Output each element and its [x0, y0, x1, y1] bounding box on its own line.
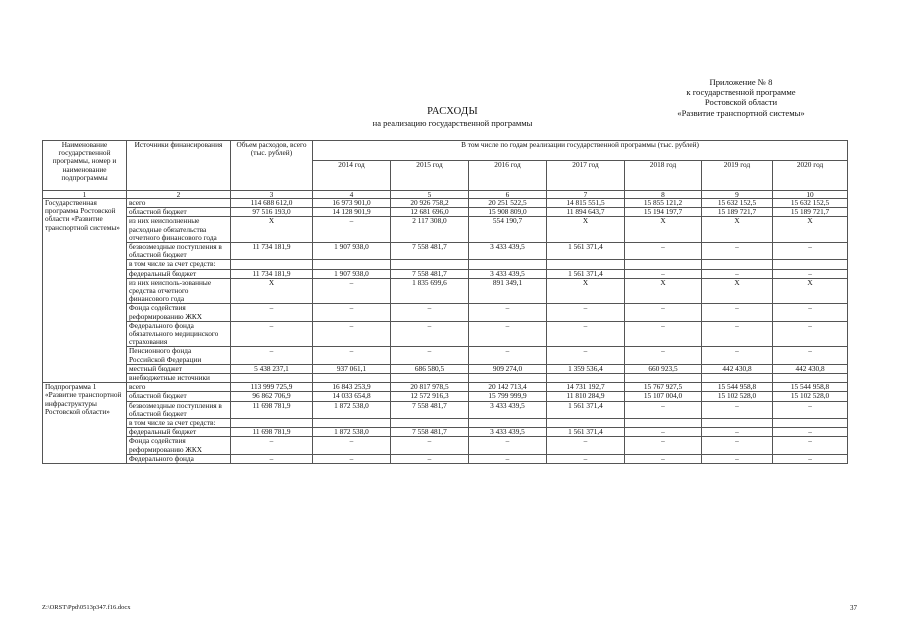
- column-index: 10: [773, 191, 848, 199]
- year-amount-cell: –: [391, 454, 469, 463]
- year-amount-cell: [391, 419, 469, 428]
- funding-source-cell: безвозмездные поступления в областной бюджет: [127, 401, 231, 418]
- total-amount-cell: 114 688 612,0: [231, 199, 313, 208]
- year-amount-cell: [547, 374, 625, 383]
- year-amount-cell: 15 102 528,0: [773, 392, 848, 401]
- year-amount-cell: 20 817 978,5: [391, 383, 469, 392]
- year-amount-cell: 12 681 696,0: [391, 208, 469, 217]
- year-amount-cell: –: [773, 304, 848, 321]
- year-amount-cell: 1 872 538,0: [313, 401, 391, 418]
- year-amount-cell: –: [625, 243, 702, 260]
- year-amount-cell: –: [773, 454, 848, 463]
- year-amount-cell: 7 558 481,7: [391, 269, 469, 278]
- year-amount-cell: –: [625, 437, 702, 454]
- header-year: 2015 год: [391, 161, 469, 191]
- year-amount-cell: 1 907 938,0: [313, 269, 391, 278]
- year-amount-cell: 1 561 371,4: [547, 243, 625, 260]
- year-amount-cell: 3 433 439,5: [469, 243, 547, 260]
- year-amount-cell: 16 973 901,0: [313, 199, 391, 208]
- year-amount-cell: 20 926 758,2: [391, 199, 469, 208]
- year-amount-cell: –: [313, 304, 391, 321]
- total-amount-cell: Х: [231, 278, 313, 304]
- year-amount-cell: [469, 374, 547, 383]
- year-amount-cell: [391, 260, 469, 269]
- year-amount-cell: 15 767 927,5: [625, 383, 702, 392]
- year-amount-cell: [702, 419, 773, 428]
- funding-source-cell: областной бюджет: [127, 392, 231, 401]
- table-body: [43, 199, 848, 464]
- year-amount-cell: 3 433 439,5: [469, 269, 547, 278]
- year-amount-cell: –: [773, 321, 848, 347]
- year-amount-cell: 14 731 192,7: [547, 383, 625, 392]
- total-amount-cell: –: [231, 437, 313, 454]
- column-index: 9: [702, 191, 773, 199]
- year-amount-cell: 15 632 152,5: [773, 199, 848, 208]
- year-amount-cell: 442 430,8: [773, 364, 848, 373]
- appendix-line-2: к государственной программе: [686, 87, 796, 98]
- year-amount-cell: –: [313, 347, 391, 364]
- year-amount-cell: 15 189 721,7: [702, 208, 773, 217]
- funding-source-cell: внебюджетные источники: [127, 374, 231, 383]
- year-amount-cell: –: [313, 278, 391, 304]
- table-row: [43, 392, 848, 401]
- year-amount-cell: 11 810 284,9: [547, 392, 625, 401]
- column-index: 3: [231, 191, 313, 199]
- year-amount-cell: –: [702, 454, 773, 463]
- funding-source-cell: из них неисполь-зованные средства отчетного финансового года: [127, 278, 231, 304]
- year-amount-cell: –: [773, 347, 848, 364]
- funding-source-cell: в том числе за счет средств:: [127, 419, 231, 428]
- year-amount-cell: –: [469, 304, 547, 321]
- total-amount-cell: Х: [231, 217, 313, 243]
- year-amount-cell: –: [702, 401, 773, 418]
- program-name-cell: Государственная программа Ростовской области «Развитие транспортной системы»: [43, 199, 127, 383]
- year-amount-cell: 15 107 004,0: [625, 392, 702, 401]
- column-index: 4: [313, 191, 391, 199]
- year-amount-cell: 12 572 916,3: [391, 392, 469, 401]
- total-amount-cell: [231, 260, 313, 269]
- year-amount-cell: –: [773, 269, 848, 278]
- year-amount-cell: –: [773, 437, 848, 454]
- funding-source-cell: федеральный бюджет: [127, 269, 231, 278]
- funding-source-cell: Фонда содействия реформированию ЖКХ: [127, 437, 231, 454]
- table-row: [43, 269, 848, 278]
- year-amount-cell: 2 117 308,0: [391, 217, 469, 243]
- table-row: [43, 437, 848, 454]
- table-row: [43, 454, 848, 463]
- total-amount-cell: [231, 419, 313, 428]
- year-amount-cell: [625, 419, 702, 428]
- year-amount-cell: –: [469, 454, 547, 463]
- column-index-row: [43, 191, 848, 199]
- year-amount-cell: 1 907 938,0: [313, 243, 391, 260]
- year-amount-cell: [702, 260, 773, 269]
- year-amount-cell: 909 274,0: [469, 364, 547, 373]
- table-row: [43, 304, 848, 321]
- funding-source-cell: Федерального фонда: [127, 454, 231, 463]
- total-amount-cell: 11 734 181,9: [231, 269, 313, 278]
- year-amount-cell: 660 923,5: [625, 364, 702, 373]
- year-amount-cell: 1 359 536,4: [547, 364, 625, 373]
- column-index: 8: [625, 191, 702, 199]
- year-amount-cell: [625, 374, 702, 383]
- year-amount-cell: –: [773, 401, 848, 418]
- year-amount-cell: –: [469, 437, 547, 454]
- total-amount-cell: 113 999 725,9: [231, 383, 313, 392]
- header-year: 2019 год: [702, 161, 773, 191]
- year-amount-cell: 554 190,7: [469, 217, 547, 243]
- year-amount-cell: –: [547, 347, 625, 364]
- column-index: 2: [127, 191, 231, 199]
- table-row: [43, 374, 848, 383]
- header-total: Объем расходов, всего (тыс. рублей): [231, 141, 313, 191]
- header-year: 2014 год: [313, 161, 391, 191]
- table-row: [43, 419, 848, 428]
- column-index: 7: [547, 191, 625, 199]
- appendix-line-4: «Развитие транспортной системы»: [677, 107, 805, 118]
- table-row: [43, 217, 848, 243]
- header-year: 2018 год: [625, 161, 702, 191]
- year-amount-cell: –: [469, 347, 547, 364]
- document-title: РАСХОДЫ: [427, 106, 478, 117]
- funding-source-cell: Федерального фонда обязательного медицинского страхования: [127, 321, 231, 347]
- funding-source-cell: Пенсионного фонда Российской Федерации: [127, 347, 231, 364]
- year-amount-cell: Х: [547, 217, 625, 243]
- funding-source-cell: из них неисполненные расходные обязательства отчетного финансового года: [127, 217, 231, 243]
- year-amount-cell: 15 194 197,7: [625, 208, 702, 217]
- table-row: [43, 347, 848, 364]
- year-amount-cell: [313, 260, 391, 269]
- year-amount-cell: –: [625, 454, 702, 463]
- year-amount-cell: [313, 374, 391, 383]
- table-row: [43, 243, 848, 260]
- appendix-line-3: Ростовской области: [704, 97, 778, 108]
- header-year: 2017 год: [547, 161, 625, 191]
- year-amount-cell: –: [391, 321, 469, 347]
- year-amount-cell: 442 430,8: [702, 364, 773, 373]
- year-amount-cell: [469, 260, 547, 269]
- year-amount-cell: [773, 374, 848, 383]
- year-amount-cell: –: [625, 347, 702, 364]
- year-amount-cell: –: [313, 437, 391, 454]
- year-amount-cell: 15 102 528,0: [702, 392, 773, 401]
- year-amount-cell: Х: [625, 278, 702, 304]
- year-amount-cell: [773, 260, 848, 269]
- column-index: 6: [469, 191, 547, 199]
- year-amount-cell: 14 033 654,8: [313, 392, 391, 401]
- year-amount-cell: –: [702, 304, 773, 321]
- year-amount-cell: –: [702, 428, 773, 437]
- total-amount-cell: 97 516 193,0: [231, 208, 313, 217]
- total-amount-cell: 5 438 237,1: [231, 364, 313, 373]
- year-amount-cell: –: [547, 437, 625, 454]
- table-row: [43, 364, 848, 373]
- funding-source-cell: федеральный бюджет: [127, 428, 231, 437]
- funding-source-cell: безвозмездные поступления в областной бюджет: [127, 243, 231, 260]
- expenses-table: [42, 140, 848, 464]
- year-amount-cell: –: [625, 428, 702, 437]
- table-row: [43, 208, 848, 217]
- total-amount-cell: 11 698 781,9: [231, 428, 313, 437]
- year-amount-cell: Х: [625, 217, 702, 243]
- column-index: 1: [43, 191, 127, 199]
- year-amount-cell: 14 128 901,9: [313, 208, 391, 217]
- year-amount-cell: –: [547, 321, 625, 347]
- header-years-group: В том числе по годам реализации государственной программы (тыс. рублей): [313, 141, 848, 161]
- year-amount-cell: –: [702, 437, 773, 454]
- year-amount-cell: 1 872 538,0: [313, 428, 391, 437]
- year-amount-cell: 16 843 253,9: [313, 383, 391, 392]
- year-amount-cell: –: [773, 428, 848, 437]
- year-amount-cell: 20 142 713,4: [469, 383, 547, 392]
- year-amount-cell: [773, 419, 848, 428]
- year-amount-cell: 7 558 481,7: [391, 401, 469, 418]
- year-amount-cell: 15 544 958,8: [773, 383, 848, 392]
- year-amount-cell: 20 251 522,5: [469, 199, 547, 208]
- funding-source-cell: Фонда содействия реформированию ЖКХ: [127, 304, 231, 321]
- year-amount-cell: [391, 374, 469, 383]
- year-amount-cell: –: [773, 243, 848, 260]
- header-year: 2016 год: [469, 161, 547, 191]
- year-amount-cell: –: [313, 321, 391, 347]
- total-amount-cell: [231, 374, 313, 383]
- year-amount-cell: –: [625, 321, 702, 347]
- year-amount-cell: Х: [773, 217, 848, 243]
- year-amount-cell: –: [547, 454, 625, 463]
- year-amount-cell: –: [313, 217, 391, 243]
- year-amount-cell: –: [625, 269, 702, 278]
- year-amount-cell: 3 433 439,5: [469, 401, 547, 418]
- total-amount-cell: 11 698 781,9: [231, 401, 313, 418]
- year-amount-cell: 3 433 439,5: [469, 428, 547, 437]
- table-row: [43, 383, 848, 392]
- year-amount-cell: Х: [702, 217, 773, 243]
- table-row: [43, 428, 848, 437]
- total-amount-cell: –: [231, 347, 313, 364]
- year-amount-cell: –: [391, 304, 469, 321]
- year-amount-cell: –: [391, 437, 469, 454]
- year-amount-cell: 15 544 958,8: [702, 383, 773, 392]
- total-amount-cell: –: [231, 304, 313, 321]
- year-amount-cell: 14 815 551,5: [547, 199, 625, 208]
- year-amount-cell: 937 061,1: [313, 364, 391, 373]
- year-amount-cell: Х: [547, 278, 625, 304]
- table-row: [43, 199, 848, 208]
- table-row: [43, 278, 848, 304]
- year-amount-cell: –: [313, 454, 391, 463]
- year-amount-cell: Х: [773, 278, 848, 304]
- year-amount-cell: 15 908 809,0: [469, 208, 547, 217]
- year-amount-cell: 15 632 152,5: [702, 199, 773, 208]
- year-amount-cell: [625, 260, 702, 269]
- year-amount-cell: –: [702, 347, 773, 364]
- header-source: Источники финансирования: [127, 141, 231, 191]
- year-amount-cell: [313, 419, 391, 428]
- total-amount-cell: –: [231, 321, 313, 347]
- table-row: [43, 260, 848, 269]
- year-amount-cell: [702, 374, 773, 383]
- year-amount-cell: 1 561 371,4: [547, 269, 625, 278]
- year-amount-cell: 891 349,1: [469, 278, 547, 304]
- year-amount-cell: 15 855 121,2: [625, 199, 702, 208]
- funding-source-cell: областной бюджет: [127, 208, 231, 217]
- year-amount-cell: –: [702, 321, 773, 347]
- header-name: Наименование государственной программы, номер и наименование подпрограммы: [43, 141, 127, 191]
- footer-file-path: Z:\ORST\Ppd\0513p347.f16.docx: [42, 604, 131, 611]
- program-name-cell: Подпрограмма 1 «Развитие транспортной инфраструктуры Ростовской области»: [43, 383, 127, 464]
- year-amount-cell: 7 558 481,7: [391, 243, 469, 260]
- funding-source-cell: всего: [127, 199, 231, 208]
- year-amount-cell: 1 835 699,6: [391, 278, 469, 304]
- funding-source-cell: всего: [127, 383, 231, 392]
- year-amount-cell: –: [702, 243, 773, 260]
- total-amount-cell: 96 862 706,9: [231, 392, 313, 401]
- year-amount-cell: –: [391, 347, 469, 364]
- column-index: 5: [391, 191, 469, 199]
- year-amount-cell: –: [547, 304, 625, 321]
- year-amount-cell: 15 799 999,9: [469, 392, 547, 401]
- year-amount-cell: –: [625, 401, 702, 418]
- year-amount-cell: –: [469, 321, 547, 347]
- funding-source-cell: в том числе за счет средств:: [127, 260, 231, 269]
- footer-page-number: 37: [850, 604, 857, 612]
- year-amount-cell: –: [625, 304, 702, 321]
- year-amount-cell: Х: [702, 278, 773, 304]
- table-row: [43, 321, 848, 347]
- document-subtitle: на реализацию государственной программы: [372, 118, 533, 128]
- funding-source-cell: местный бюджет: [127, 364, 231, 373]
- year-amount-cell: [547, 419, 625, 428]
- appendix-line-1: Приложение № 8: [709, 77, 773, 87]
- table-row: [43, 401, 848, 418]
- year-amount-cell: 1 561 371,4: [547, 428, 625, 437]
- year-amount-cell: 15 189 721,7: [773, 208, 848, 217]
- year-amount-cell: 1 561 371,4: [547, 401, 625, 418]
- year-amount-cell: [469, 419, 547, 428]
- year-amount-cell: [547, 260, 625, 269]
- year-amount-cell: 7 558 481,7: [391, 428, 469, 437]
- total-amount-cell: –: [231, 454, 313, 463]
- total-amount-cell: 11 734 181,9: [231, 243, 313, 260]
- year-amount-cell: 11 894 643,7: [547, 208, 625, 217]
- year-amount-cell: 686 580,5: [391, 364, 469, 373]
- header-year: 2020 год: [773, 161, 848, 191]
- year-amount-cell: –: [702, 269, 773, 278]
